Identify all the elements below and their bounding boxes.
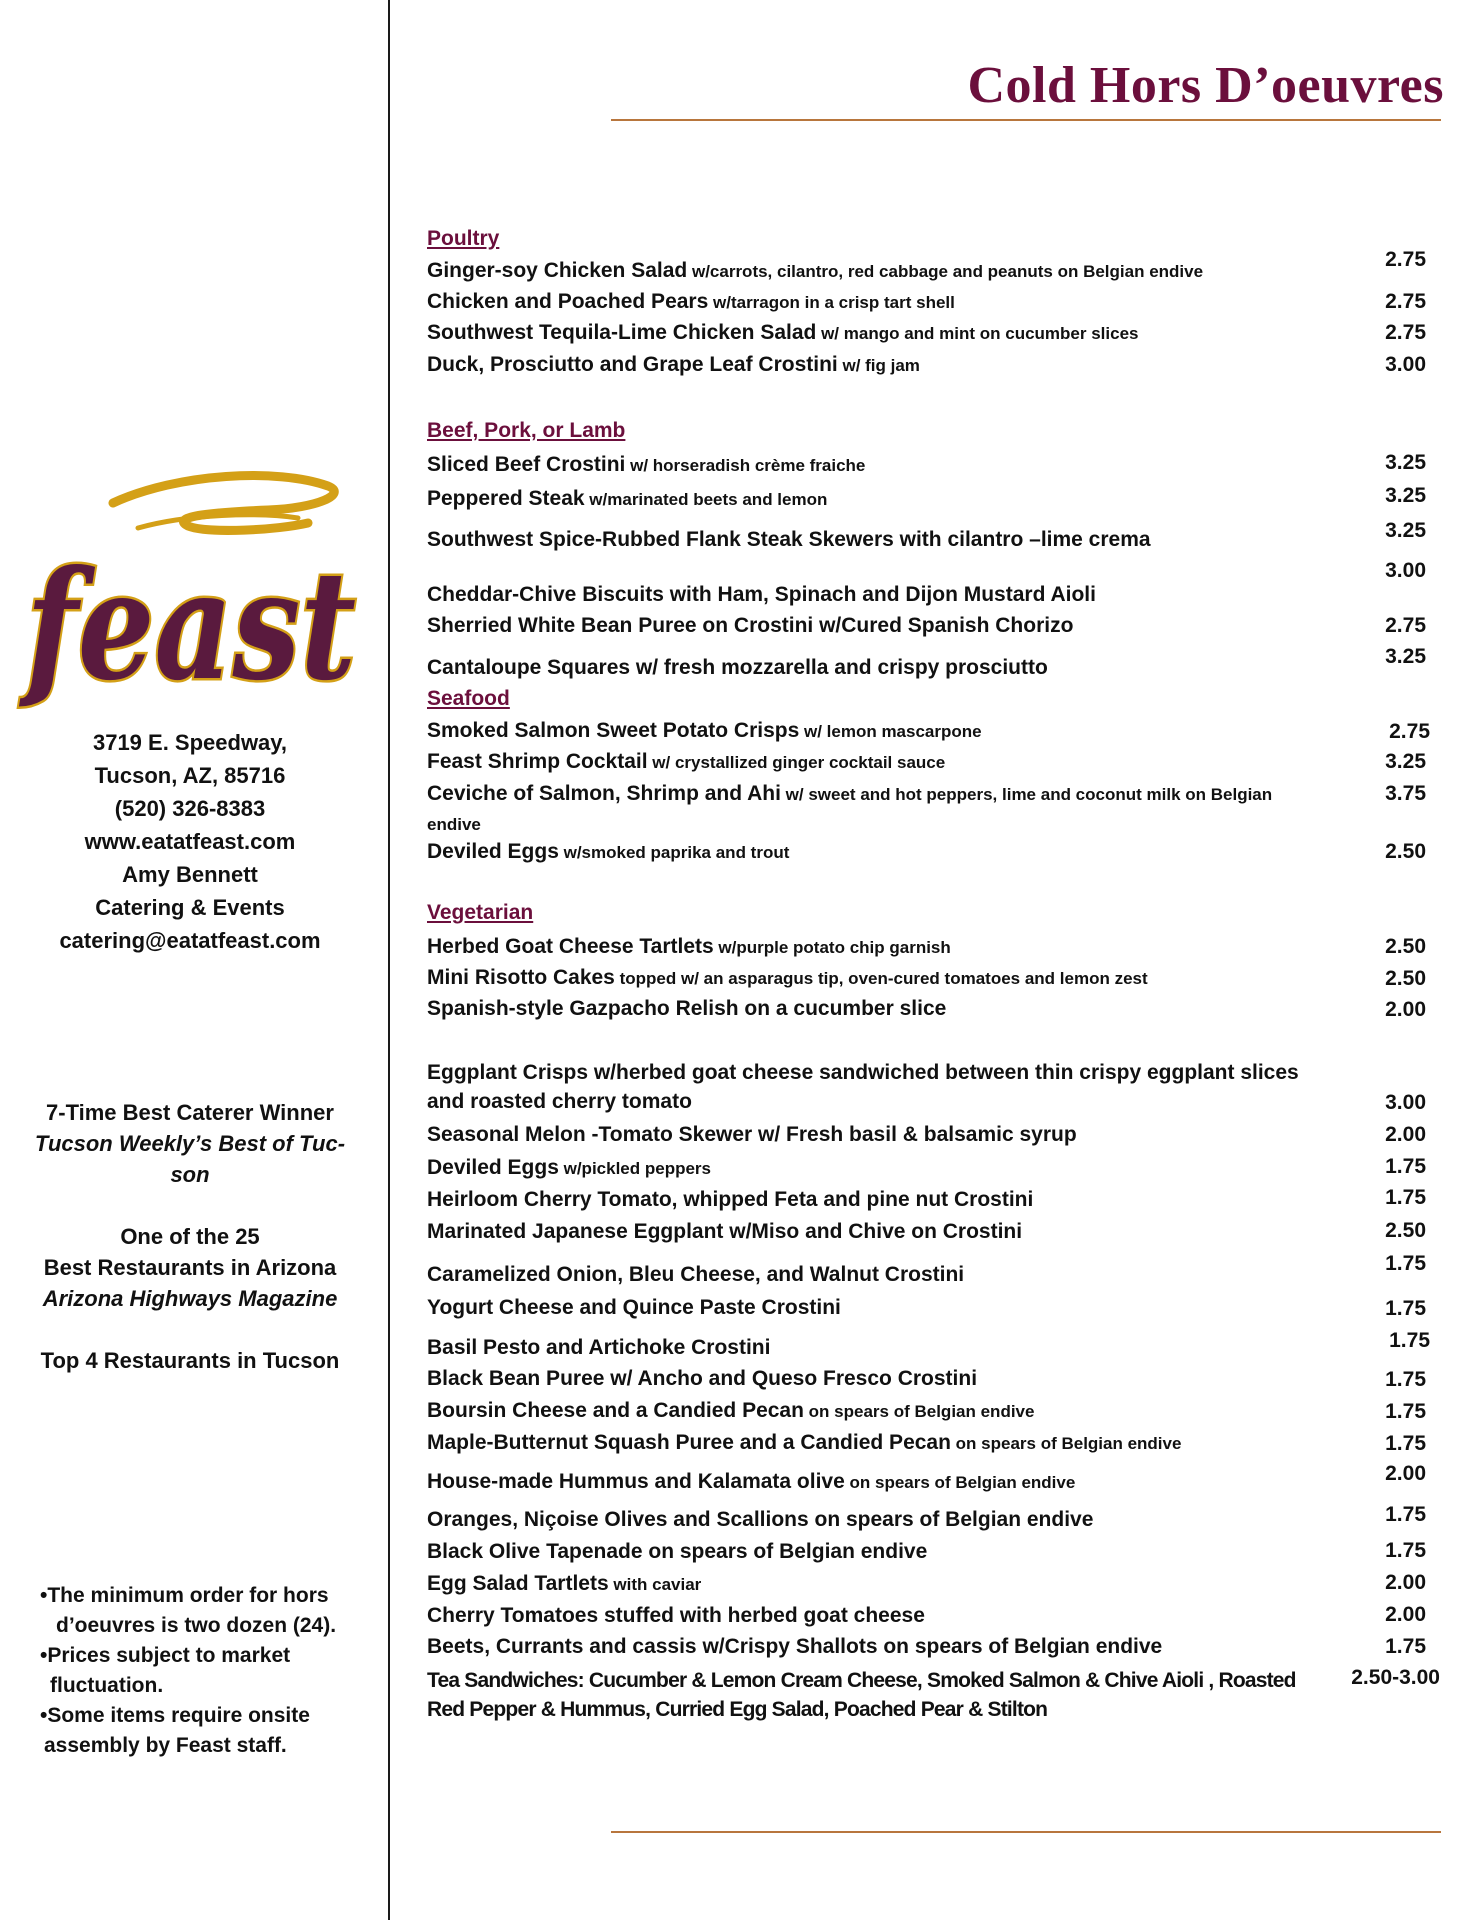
item-price: 2.50 (1385, 935, 1426, 958)
item-price: 1.75 (1385, 1252, 1426, 1275)
item-price: 1.75 (1389, 1329, 1430, 1352)
menu-item: Oranges, Niçoise Olives and Scallions on spears of Belgian endive (427, 1508, 1094, 1531)
item-price: 2.00 (1385, 1571, 1426, 1594)
item-price: 3.00 (1385, 353, 1426, 376)
award-1-source: Tucson Weekly’s Best of Tuc- (34, 1131, 346, 1156)
menu-item: Deviled Eggs w/smoked paprika and trout (427, 840, 790, 863)
item-price: 2.75 (1389, 720, 1430, 743)
column-divider (388, 0, 390, 1920)
item-price: 3.00 (1385, 559, 1426, 582)
item-price: 1.75 (1385, 1539, 1426, 1562)
menu-item: Sliced Beef Crostini w/ horseradish crème fraiche (427, 453, 866, 476)
item-price: 1.75 (1385, 1186, 1426, 1209)
menu-item: Yogurt Cheese and Quince Paste Crostini (427, 1296, 841, 1319)
address-street: 3719 E. Speedway, (92, 730, 288, 755)
menu-item: Smoked Salmon Sweet Potato Crisps w/ lemon mascarpone (427, 719, 982, 742)
page-title: Cold Hors D’oeuvres (967, 57, 1444, 114)
section-beef-pork-lamb: Beef, Pork, or Lamb (427, 419, 626, 442)
item-price: 2.75 (1385, 248, 1426, 271)
note-3: •Some items require onsite (40, 1704, 310, 1727)
menu-item: Eggplant Crisps w/herbed goat cheese sandwiched between thin crispy eggplant slices and roasted cherry tomato (427, 1061, 1299, 1113)
contact-dept: Catering & Events (95, 895, 285, 920)
item-price: 2.75 (1385, 321, 1426, 344)
contact-block (20, 726, 360, 957)
item-price: 3.25 (1385, 519, 1426, 542)
item-price: 2.50-3.00 (1351, 1666, 1440, 1689)
item-price: 2.00 (1385, 998, 1426, 1021)
address-city: Tucson, AZ, 85716 (94, 763, 286, 788)
menu-item: Boursin Cheese and a Candied Pecan on spears of Belgian endive (427, 1399, 1035, 1422)
item-price: 1.75 (1385, 1297, 1426, 1320)
menu-item: Maple-Butternut Squash Puree and a Candied Pecan on spears of Belgian endive (427, 1431, 1182, 1454)
menu-item: Ginger-soy Chicken Salad w/carrots, cilantro, red cabbage and peanuts on Belgian endive (427, 259, 1204, 282)
award-3-title: Top 4 Restaurants in Tucson (40, 1348, 340, 1373)
item-price: 3.25 (1385, 750, 1426, 773)
item-price: 3.25 (1385, 451, 1426, 474)
footer-rule (611, 1831, 1441, 1833)
menu-item: Feast Shrimp Cocktail w/ crystallized ginger cocktail sauce (427, 750, 946, 773)
item-price: 1.75 (1385, 1155, 1426, 1178)
logo-steam-swirl (113, 476, 334, 531)
menu-item: Seasonal Melon -Tomato Skewer w/ Fresh basil & balsamic syrup (427, 1123, 1077, 1146)
item-price: 3.25 (1385, 484, 1426, 507)
award-2-line1: One of the 25 (120, 1224, 260, 1249)
menu-item: Cherry Tomatoes stuffed with herbed goat cheese (427, 1604, 925, 1627)
item-price: 3.75 (1385, 782, 1426, 805)
contact-person: Amy Bennett (122, 862, 258, 887)
menu-item: Duck, Prosciutto and Grape Leaf Crostini w/ fig jam (427, 353, 920, 376)
section-vegetarian: Vegetarian (427, 901, 534, 924)
item-price: 2.00 (1385, 1123, 1426, 1146)
phone: (520) 326-8383 (114, 796, 266, 821)
item-price: 2.75 (1385, 614, 1426, 637)
item-price: 2.00 (1385, 1462, 1426, 1485)
item-price: 3.00 (1385, 1091, 1426, 1114)
awards-block (20, 1097, 360, 1376)
order-notes (40, 1581, 370, 1761)
menu-item: Marinated Japanese Eggplant w/Miso and Chive on Crostini (427, 1220, 1023, 1243)
menu-item: Spanish-style Gazpacho Relish on a cucumber slice (427, 997, 947, 1020)
menu-item: Southwest Spice-Rubbed Flank Steak Skewers with cilantro –lime crema (427, 528, 1151, 551)
note-2-cont: fluctuation. (50, 1674, 164, 1697)
menu-item: Cheddar-Chive Biscuits with Ham, Spinach and Dijon Mustard Aioli (427, 583, 1096, 606)
award-2-line2: Best Restaurants in Arizona (43, 1255, 337, 1280)
item-price: 2.50 (1385, 840, 1426, 863)
award-2-source: Arizona Highways Magazine (42, 1286, 338, 1311)
item-price: 1.75 (1385, 1368, 1426, 1391)
website-link[interactable]: www.eatatfeast.com (84, 829, 296, 854)
feast-logo (18, 468, 368, 714)
item-price: 1.75 (1385, 1503, 1426, 1526)
menu-item: Cantaloupe Squares w/ fresh mozzarella and crispy prosciutto (427, 656, 1048, 679)
award-1-source-cont: son (170, 1162, 210, 1187)
logo-wordmark: feast (18, 538, 357, 714)
menu-item: Sherried White Bean Puree on Crostini w/Cured Spanish Chorizo (427, 614, 1074, 637)
menu-item: Egg Salad Tartlets with caviar (427, 1572, 702, 1595)
section-seafood: Seafood (427, 687, 510, 710)
note-1-cont: d’oeuvres is two dozen (24). (56, 1614, 337, 1637)
menu-item: Peppered Steak w/marinated beets and lemon (427, 487, 828, 510)
item-price: 2.00 (1385, 1603, 1426, 1626)
item-price: 2.50 (1385, 1219, 1426, 1242)
menu-item: Southwest Tequila-Lime Chicken Salad w/ mango and mint on cucumber slices (427, 321, 1139, 344)
item-price: 1.75 (1385, 1400, 1426, 1423)
menu-item: Herbed Goat Cheese Tartlets w/purple potato chip garnish (427, 935, 951, 958)
menu-item: Black Bean Puree w/ Ancho and Queso Fresco Crostini (427, 1367, 978, 1390)
award-1-title: 7-Time Best Caterer Winner (46, 1100, 334, 1125)
note-1: •The minimum order for hors (40, 1584, 329, 1607)
item-price: 1.75 (1385, 1635, 1426, 1658)
menu-item: Ceviche of Salmon, Shrimp and Ahi w/ sweet and hot peppers, lime and coconut milk on Belgian endive (427, 782, 1273, 834)
menu-item: Deviled Eggs w/pickled peppers (427, 1156, 711, 1179)
email-link[interactable]: catering@eatatfeast.com (59, 928, 321, 953)
section-poultry: Poultry (427, 227, 500, 250)
item-price: 1.75 (1385, 1432, 1426, 1455)
title-underline (611, 119, 1441, 121)
menu-item: Caramelized Onion, Bleu Cheese, and Walnut Crostini (427, 1263, 965, 1286)
menu-item: Mini Risotto Cakes topped w/ an asparagus tip, oven-cured tomatoes and lemon zest (427, 966, 1148, 989)
menu-item: Chicken and Poached Pears w/tarragon in a crisp tart shell (427, 290, 955, 313)
item-price: 3.25 (1385, 645, 1426, 668)
menu-item: Basil Pesto and Artichoke Crostini (427, 1336, 771, 1359)
note-3-cont: assembly by Feast staff. (44, 1734, 287, 1757)
item-price: 2.50 (1385, 967, 1426, 990)
item-price: 2.75 (1385, 290, 1426, 313)
menu-item: Beets, Currants and cassis w/Crispy Shallots on spears of Belgian endive (427, 1635, 1163, 1658)
menu-item: Black Olive Tapenade on spears of Belgian endive (427, 1540, 928, 1563)
menu-item: House-made Hummus and Kalamata olive on spears of Belgian endive (427, 1470, 1076, 1493)
menu-item: Heirloom Cherry Tomato, whipped Feta and pine nut Crostini (427, 1188, 1034, 1211)
menu-item: Tea Sandwiches: Cucumber & Lemon Cream Cheese, Smoked Salmon & Chive Aioli , Roasted Red Pepper & Hummus, Curried Egg Salad, Poached Pear & Stilton (427, 1669, 1296, 1721)
note-2: •Prices subject to market (40, 1644, 291, 1667)
